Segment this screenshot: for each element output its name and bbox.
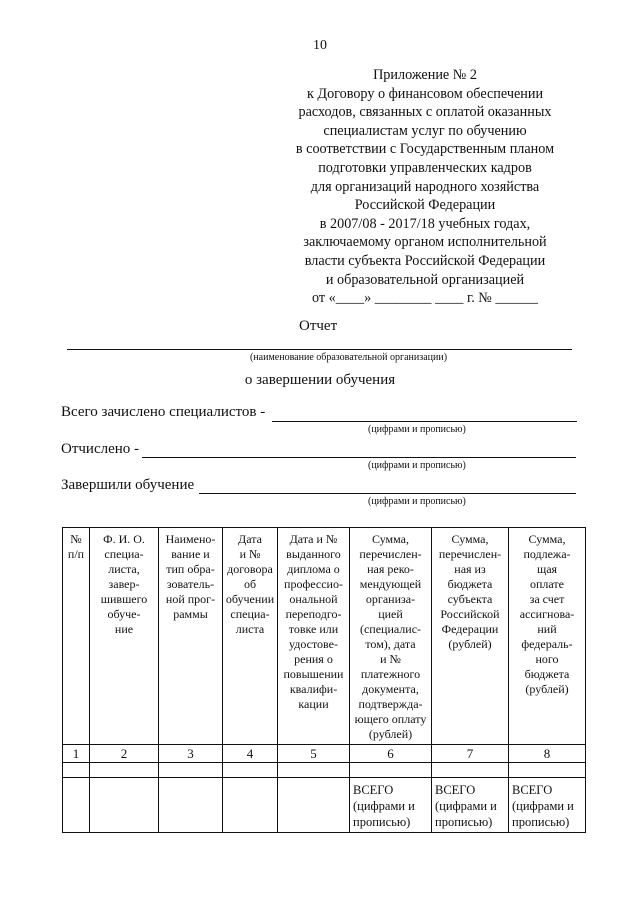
- column-number: 6: [350, 745, 432, 763]
- header-line: ние: [114, 622, 134, 636]
- header-line: Сумма,: [528, 532, 566, 546]
- appendix-line: власти субъекта Российской Федерации: [304, 252, 546, 269]
- column-number: 4: [223, 745, 278, 763]
- header-line: рения о: [294, 652, 333, 666]
- appendix-line: расходов, связанных с оплатой оказанных: [298, 104, 552, 121]
- table-cell: [278, 778, 350, 833]
- header-line: ний: [537, 622, 557, 636]
- header-full-name: [90, 528, 159, 745]
- header-line: Федерации: [441, 622, 499, 636]
- total-regional-budget: [432, 778, 509, 833]
- header-line: цией: [378, 607, 403, 621]
- header-line: (рублей): [525, 682, 569, 696]
- column-number: 1: [63, 745, 90, 763]
- completed-caption: (цифрами и прописью): [368, 496, 466, 507]
- total-line: ВСЕГО: [512, 783, 553, 797]
- organization-name-line: [67, 349, 572, 350]
- header-line: завер-: [108, 577, 140, 591]
- table-cell: [350, 763, 432, 778]
- header-line: ональной: [289, 592, 338, 606]
- total-line: (цифрами и: [435, 799, 497, 813]
- table-cell: [223, 778, 278, 833]
- header-line: ная реко-: [367, 562, 414, 576]
- header-line: ного: [535, 652, 559, 666]
- table-cell: [223, 763, 278, 778]
- total-line: (цифрами и: [512, 799, 574, 813]
- totals-row: [63, 778, 586, 833]
- header-line: профессио-: [284, 577, 343, 591]
- appendix-line: в 2007/08 - 2017/18 учебных годах,: [319, 215, 531, 232]
- header-line: переподго-: [285, 607, 342, 621]
- header-line: договора: [227, 562, 273, 576]
- header-line: ной прог-: [165, 592, 216, 606]
- total-org-payment: [350, 778, 432, 833]
- header-line: мендующей: [359, 577, 422, 591]
- header-line: (специалис-: [359, 622, 422, 636]
- organization-name-caption: (наименование образовательной организации): [250, 352, 448, 363]
- header-line: федераль-: [521, 637, 573, 651]
- header-program: [159, 528, 223, 745]
- header-line: шившего: [100, 592, 148, 606]
- total-line: ВСЕГО: [435, 783, 476, 797]
- header-line: перечислен-: [359, 547, 422, 561]
- header-line: Российской: [440, 607, 500, 621]
- column-number: 2: [90, 745, 159, 763]
- expelled-caption: (цифрами и прописью): [368, 460, 466, 471]
- header-line: листа: [235, 622, 265, 636]
- table-cell: [90, 763, 159, 778]
- expelled-line: [142, 457, 576, 458]
- appendix-line: Приложение № 2: [373, 67, 477, 83]
- table-cell: [159, 778, 223, 833]
- header-line: щая: [536, 562, 558, 576]
- enrolled-caption: (цифрами и прописью): [368, 424, 466, 435]
- header-line: специа-: [230, 607, 270, 621]
- appendix-header: [270, 66, 580, 308]
- appendix-line: подготовки управленческих кадров: [318, 159, 532, 176]
- report-table: [62, 527, 586, 833]
- column-number: 8: [509, 745, 586, 763]
- header-line: (рублей): [368, 727, 413, 741]
- total-line: прописью): [353, 815, 411, 829]
- header-line: и №: [239, 547, 261, 561]
- expelled-label: Отчислено -: [61, 441, 140, 457]
- appendix-contract-date-line: от «____» ________ ____ г. № ______: [312, 290, 538, 307]
- header-line: специа-: [104, 547, 144, 561]
- header-line: кации: [298, 697, 329, 711]
- header-line: подлежа-: [523, 547, 571, 561]
- header-line: том), дата: [365, 637, 416, 651]
- header-line: Дата и №: [289, 532, 338, 546]
- header-line: №: [70, 532, 82, 546]
- header-contract-date: [223, 528, 278, 745]
- header-line: Ф. И. О.: [103, 532, 145, 546]
- column-number: 3: [159, 745, 223, 763]
- appendix-line: Российской Федерации: [354, 197, 496, 214]
- header-line: диплома о: [287, 562, 340, 576]
- total-line: прописью): [512, 815, 570, 829]
- header-number: [63, 528, 90, 745]
- header-line: выданного: [286, 547, 341, 561]
- header-line: (рублей): [448, 637, 492, 651]
- header-org-payment: [350, 528, 432, 745]
- table-cell: [63, 778, 90, 833]
- header-line: раммы: [173, 607, 208, 621]
- header-line: бюджета: [524, 667, 570, 681]
- table-cell: [63, 763, 90, 778]
- header-line: ассигнова-: [519, 607, 575, 621]
- table-header-row: [63, 528, 586, 745]
- table-cell: [159, 763, 223, 778]
- header-line: товке или: [288, 622, 339, 636]
- table-cell: [278, 763, 350, 778]
- appendix-line: к Договору о финансовом обеспечении: [306, 85, 544, 102]
- header-line: об: [243, 577, 257, 591]
- table-row: [63, 763, 586, 778]
- header-line: субъекта: [447, 592, 493, 606]
- header-line: за счет: [529, 592, 565, 606]
- enrolled-label: Всего зачислено специалистов -: [61, 404, 266, 420]
- page-number: 10: [313, 38, 327, 53]
- header-line: квалифи-: [289, 682, 338, 696]
- column-number: 7: [432, 745, 509, 763]
- table-cell: [90, 778, 159, 833]
- appendix-line: в соответствии с Государственным планом: [295, 141, 555, 158]
- header-line: удостове-: [289, 637, 338, 651]
- header-line: п/п: [67, 547, 85, 561]
- appendix-line: для организаций народного хозяйства: [310, 178, 540, 195]
- total-line: (цифрами и: [353, 799, 415, 813]
- header-line: обучении: [225, 592, 275, 606]
- header-line: ная из: [454, 562, 486, 576]
- header-regional-budget: [432, 528, 509, 745]
- header-line: листа,: [108, 562, 140, 576]
- total-line: ВСЕГО: [353, 783, 394, 797]
- header-line: Наимено-: [165, 532, 216, 546]
- appendix-line: и образовательной организацией: [325, 271, 525, 288]
- header-line: ющего оплату: [354, 712, 427, 726]
- header-line: организа-: [365, 592, 416, 606]
- header-line: и №: [380, 652, 401, 666]
- header-line: платежного: [360, 667, 421, 681]
- header-line: бюджета: [447, 577, 493, 591]
- header-diploma: [278, 528, 350, 745]
- enrolled-line: [272, 421, 577, 422]
- column-number: 5: [278, 745, 350, 763]
- header-line: Сумма,: [451, 532, 489, 546]
- completed-label: Завершили обучение: [61, 477, 195, 493]
- header-line: зователь-: [166, 577, 215, 591]
- report-title: Отчет: [299, 318, 338, 334]
- header-line: тип обра-: [166, 562, 215, 576]
- header-line: обуче-: [107, 607, 141, 621]
- header-line: повышении: [283, 667, 344, 681]
- total-federal-budget: [509, 778, 586, 833]
- header-line: вание и: [171, 547, 210, 561]
- header-line: Дата: [238, 532, 262, 546]
- appendix-line: заключаемому органом исполнительной: [303, 234, 547, 251]
- header-line: подтвержда-: [358, 697, 423, 711]
- header-line: Сумма,: [372, 532, 409, 546]
- completion-title: о завершении обучения: [244, 372, 396, 388]
- header-line: документа,: [362, 682, 419, 696]
- column-numbers-row: [63, 745, 586, 763]
- total-line: прописью): [435, 815, 493, 829]
- header-line: перечислен-: [438, 547, 502, 561]
- appendix-line: специалистам услуг по обучению: [323, 122, 527, 139]
- completed-line: [199, 493, 576, 494]
- table-cell: [432, 763, 509, 778]
- header-line: оплате: [530, 577, 564, 591]
- header-federal-budget: [509, 528, 586, 745]
- table-cell: [509, 763, 586, 778]
